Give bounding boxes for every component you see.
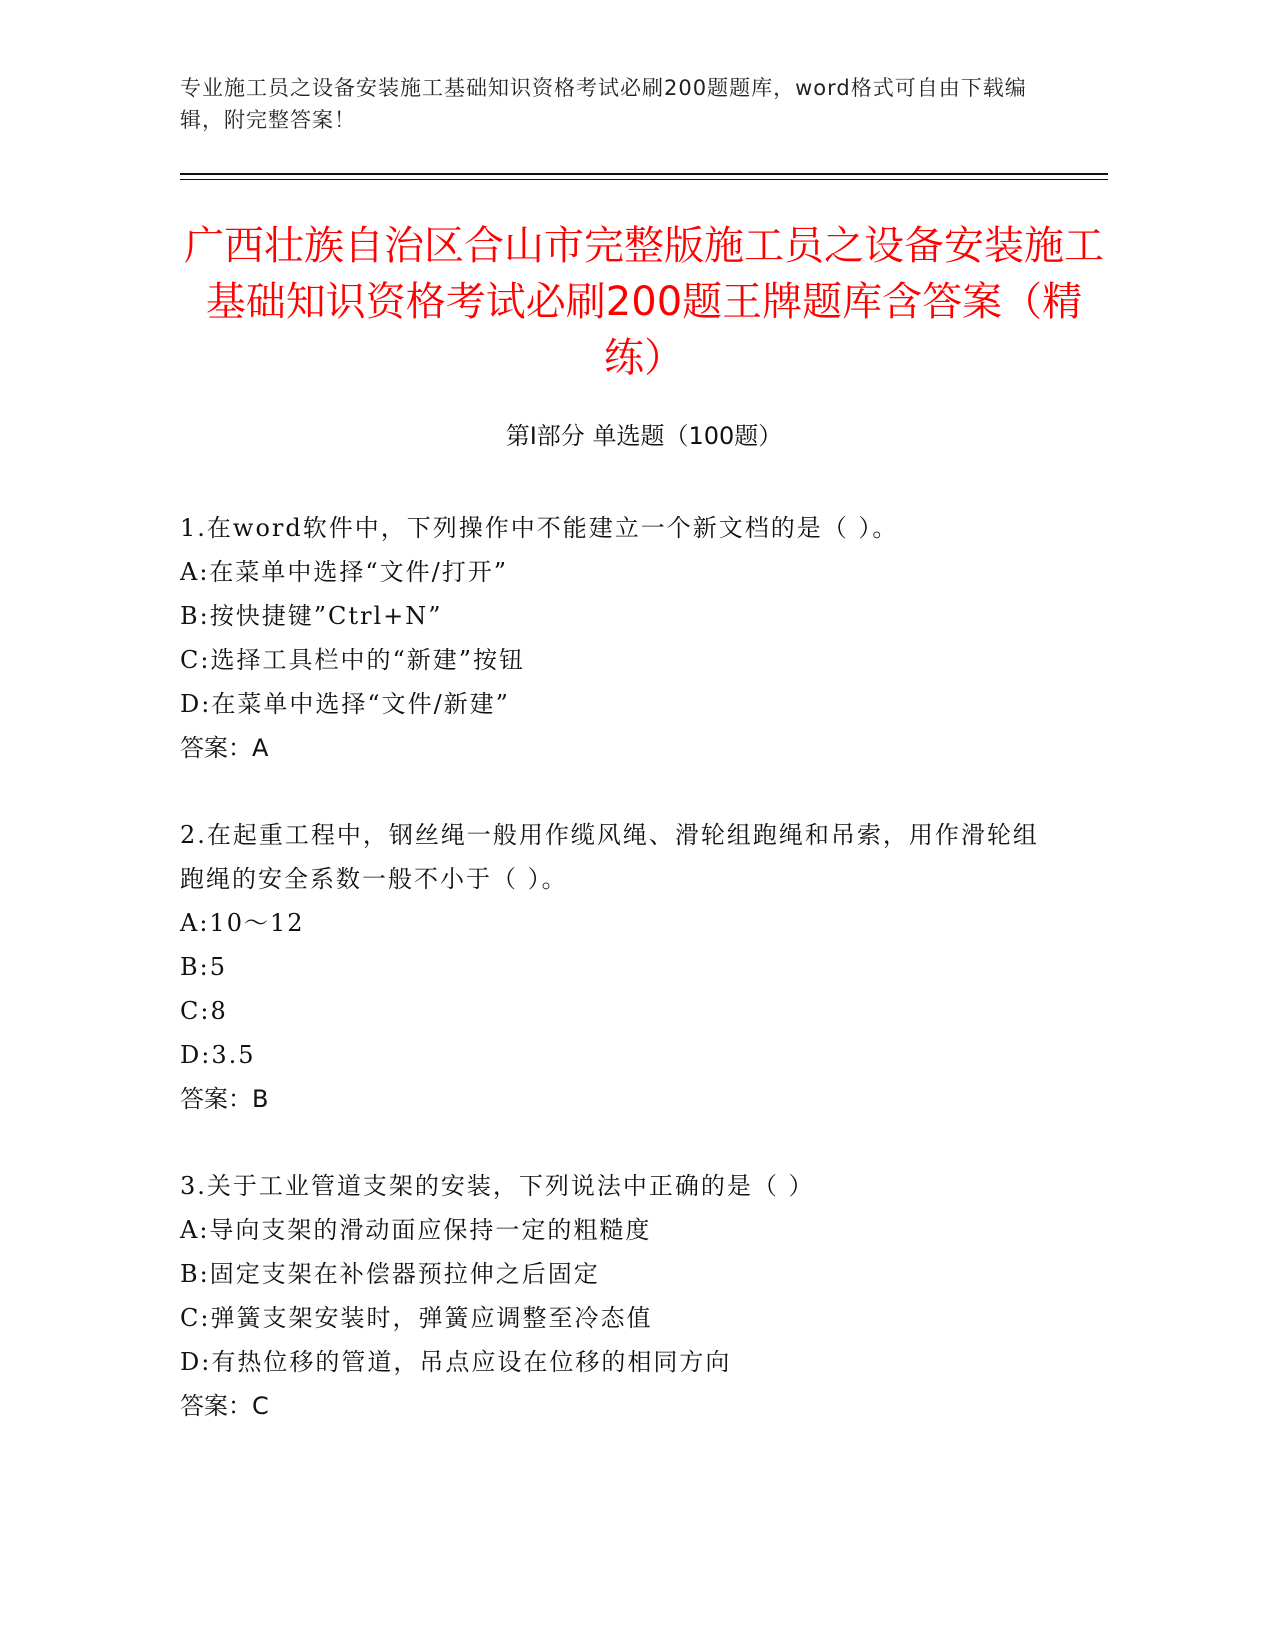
- question-stem: 1.在word软件中，下列操作中不能建立一个新文档的是（ ）。: [180, 514, 899, 542]
- option-d: D:在菜单中选择“文件/新建”: [180, 690, 510, 718]
- option-b: B:5: [180, 953, 227, 981]
- answer: 答案：B: [180, 1085, 269, 1113]
- option-a: A:10～12: [180, 909, 305, 937]
- option-a: A:导向支架的滑动面应保持一定的粗糙度: [180, 1216, 652, 1244]
- question-item: [180, 506, 1060, 770]
- option-c: C:弹簧支架安装时，弹簧应调整至冷态值: [180, 1304, 653, 1332]
- header-divider-thin: [180, 179, 1108, 180]
- section-title: 第Ⅰ部分 单选题（100题）: [505, 422, 783, 450]
- option-d: D:有热位移的管道，吊点应设在位移的相同方向: [180, 1348, 732, 1376]
- answer: 答案：C: [180, 1392, 269, 1420]
- question-item: [180, 1164, 1060, 1428]
- option-c: C:选择工具栏中的“新建”按钮: [180, 646, 525, 674]
- answer: 答案：A: [180, 734, 269, 762]
- question-list: [180, 506, 1060, 1471]
- question-stem: 2.在起重工程中，钢丝绳一般用作缆风绳、滑轮组跑绳和吊索，用作滑轮组跑绳的安全系数一般不小于（ ）。: [180, 821, 1039, 893]
- document-title: 广西壮族自治区合山市完整版施工员之设备安装施工基础知识资格考试必刷200题王牌题库含答案（精练）: [184, 223, 1104, 381]
- question-stem: 3.关于工业管道支架的安装，下列说法中正确的是（ ）: [180, 1172, 815, 1200]
- question-item: [180, 813, 1060, 1121]
- option-b: B:按快捷键”Ctrl+N”: [180, 602, 443, 630]
- option-c: C:8: [180, 997, 228, 1025]
- header-note: 专业施工员之设备安装施工基础知识资格考试必刷200题题库，word格式可自由下载编辑，附完整答案！: [180, 76, 1027, 132]
- header-divider-thick: [180, 173, 1108, 175]
- option-a: A:在菜单中选择“文件/打开”: [180, 558, 509, 586]
- option-d: D:3.5: [180, 1041, 256, 1069]
- option-b: B:固定支架在补偿器预拉伸之后固定: [180, 1260, 600, 1288]
